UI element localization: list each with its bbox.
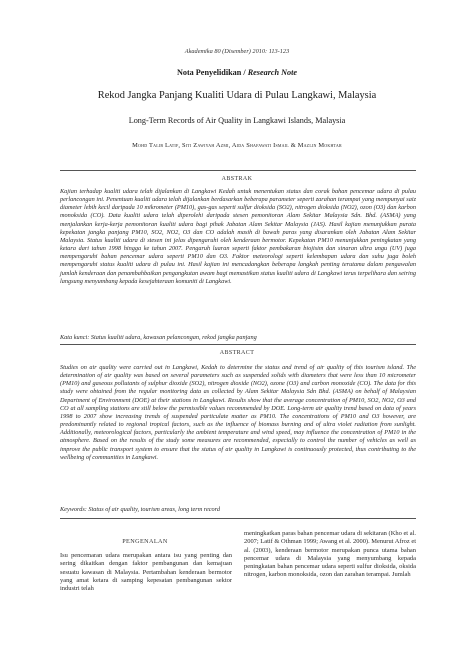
divider-top xyxy=(60,170,416,171)
divider-bottom xyxy=(60,518,416,519)
note-label-en: Research Note xyxy=(247,68,298,77)
abstract-heading: ABSTRACT xyxy=(219,350,255,356)
journal-citation: Akademika 80 (Disember) 2010: 113-123 xyxy=(184,48,290,55)
keywords: Keywords: Status of air quality, tourism areas, long term record xyxy=(60,506,221,513)
pengenalan-heading: PENGENALAN xyxy=(122,538,168,545)
title-malay: Rekod Jangka Panjang Kualiti Udara di Pulau Langkawi, Malaysia xyxy=(97,90,377,101)
divider-middle xyxy=(60,344,416,345)
title-english: Long-Term Records of Air Quality in Langkawi Islands, Malaysia xyxy=(128,116,346,125)
abstract-text: Studies on air quality were carried out in Langkawi, Kedah to determine the status and trend of air quality of this tourism island. The determination of air quality was based on several parameters such as suspended solids with diameters that were less than 10 micrometer (PM10) and gaseous pollutants of sulphur dioxide (SO2), nitrogen dioxide (NO2), ozone (O3) and carbon monoxide (CO). The data for this study were obtained from the regular monitoring data as collected by Alam Sekitar Malaysia Sdn Bhd. (ASMA) on behalf of Malaysian Department of Environment (DOE) at their stations in Langkawi. Results show that the average concentration of PM10, SO2, NO2, O3 and CO at all sampling stations are still below the permissible values recommended by DOE. Long-term air quality trend based on data of years 1998 to 2007 show increasing trends of suspended particulate matter as PM10. The concentrations of PM10 and O3 however, are predominantly related to regional tropical factors, such as the influence of biomass burning and of ultra violet radiation from sunlight. Additionally, meteorological factors, particularly the ambient temperature and wind speed, may influence the concentration of PM10 in the atmosphere. Based on the results of the study some measures are recommended, especially to control the number of vehicles as well as improve the public transport system to ensure that the status of air quality in Langkawi is continuously protected, thus contributing to the wellbeing of communities in Langkawi. xyxy=(60,364,416,461)
author-list: Mohd Talib Latif, Siti Zawiyah Azmi, Aida Shafawati Ismail & Mazlin Mokhtar xyxy=(132,142,342,149)
abstrak-text: Kajian terhadap kualiti udara telah dijalankan di Langkawi Kedah untuk menentukan status dan corak bahan pencemar udara di pulau perlancongan ini. Penentuan kualiti udara telah dijalankan berdasarkan beberapa parameter seperti zarahan terampai yang mempunyai saiz diameter lebih kecil daripada 10 mikrometer (PM10), gas-gas seperti sulfur dioksida (SO2), nitrogen dioksida (NO2), ozon (O3) dan karbon monoksida (CO). Data kualiti udara telah diperolehi daripada stesen pemonitoran Alam Sekitar Malaysia Sdn. Bhd. (ASMA) yang menjalankan kerja-kerja pemonitoran kualiti udara bagi pihak Jabatan Alam Sekitar Malaysia (JAS). Hasil kajian menunjukkan purata kepekatan jangka panjang PM10, SO2, NO2, O3 dan CO adalah masih di bawah paras yang disarankan oleh Jabatan Alam Sekitar Malaysia. Status kualiti udara di stesen ini jelas dipengaruhi oleh kenderaan bermotor. Kepekatan PM10 menunjukkan peningkatan yang ketara dari tahun 1998 hingga ke tahun 2007. Pengaruh luaran seperti faktor pembakaran biojisim dan sinaran ultra ungu (UV) juga mempengaruhi bahan pencemar udara seperti PM10 dan O3. Faktor meteorologi seperti kelembapan udara dan suhu juga boleh mempengaruhi status kualiti udara di pulau ini. Hasil kajian ini mencadangkan beberapa langkah penting terutama dalam pengawalan jumlah kenderaan dan penambahbaikan pengangkutan awam bagi memastikan status kualiti udara di Langkawi terus terpelihara dan seiring langsung menyumbang kepada kesejahteraan komuniti di Langkawi. xyxy=(60,188,416,285)
intro-right-column: meningkatkan paras bahan pencemar udara di sekitaran (Kho et al. 2007; Latif & Othman 1999; Awang et al. 2000). Menurut Afroz et al. (2003), kenderaan bermotor merupakan punca utama bahan pencemar udara di Malaysia yang menyumbang kepada peningkatan bahan pencemar udara seperti sulfur dioksida, oksida nitrogen, karbon monoksida, ozon dan zarahan terampai. Jumlah xyxy=(244,530,416,579)
abstrak-heading: ABSTRAK xyxy=(221,176,253,182)
kata-kunci: Kata kunci: Status kualiti udara, kawasan pelancongan, rekod jangka panjang xyxy=(60,334,257,341)
note-label-ms: Nota Penyelidikan / xyxy=(176,68,246,77)
intro-left-column: Isu pencemaran udara merupakan antara isu yang penting dan sering dikaitkan dengan faktor pembangunan dan kemajuan sesuatu kawasan di Malaysia. Pertambahan kenderaan bermotor yang amat ketara di samping kepesatan pembangunan sektor industri telah xyxy=(60,552,232,593)
research-note-label xyxy=(0,68,474,77)
